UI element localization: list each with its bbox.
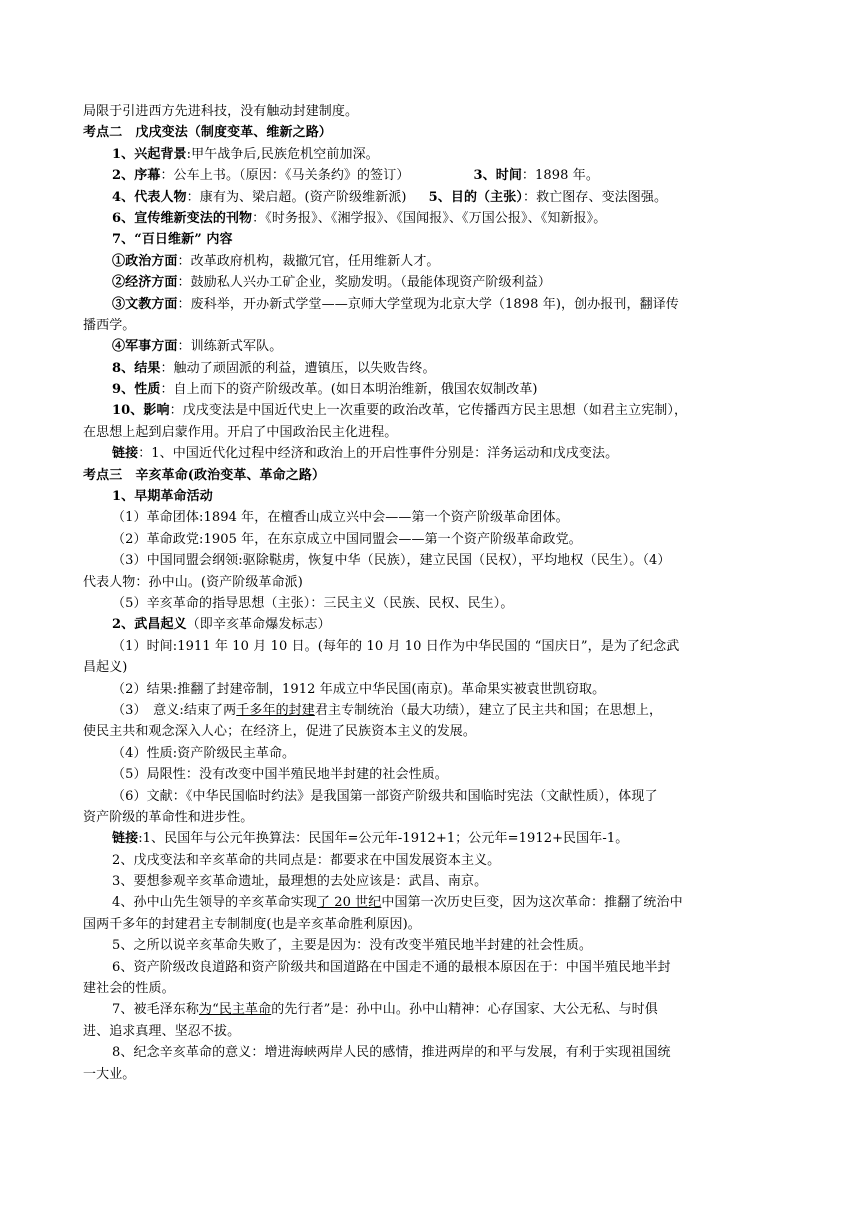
s3-w1-cont: 昌起义): [83, 660, 128, 676]
s2-prelude-time: 2、序幕：公车上书。（原因：《马关条约》的签订） 3、时间：1898 年。: [112, 168, 599, 184]
s2-figures-goal: 4、代表人物：康有为、梁启超。(资产阶级维新派) 5、目的（主张）：救亡图存、变法图强。: [112, 189, 668, 205]
s3-early-heading: 1、早期革命活动: [112, 489, 213, 505]
s2-publications: 6、宣传维新变法的刊物：《时务报》、《湘学报》、《国闻报》、《万国公报》、《知新报》。: [112, 210, 607, 226]
s3-w2: （2）结果:推翻了封建帝制，1912 年成立中华民国(南京)。革命果实被袁世凯窃取。: [112, 681, 606, 697]
s2-military: ④军事方面：训练新式军队。: [112, 339, 283, 355]
s3-w3: （3） 意义:结束了两千多年的封建君主专制统治（最大功绩），建立了民主共和国；在思想上，: [112, 702, 663, 718]
s2-influence-cont: 在思想上起到启蒙作用。开启了中国政治民主化进程。: [83, 424, 398, 440]
s3-l7: 7、被毛泽东称为“民主革命的先行者”是：孙中山。孙中山精神：心存国家、大公无私、与时俱: [112, 1002, 658, 1018]
s3-w6-cont: 资产阶级的革命性和进步性。: [83, 809, 254, 825]
s3-link: 链接:1、民国年与公元年换算法：民国年=公元年-1912+1；公元年=1912+民国年-1。: [112, 831, 629, 847]
s2-culture-cont: 播西学。: [83, 317, 136, 333]
s3-l8-cont: 一大业。: [83, 1066, 136, 1082]
section3-heading: 考点三 辛亥革命(政治变革、革命之路）: [83, 467, 326, 483]
document-page: [83, 101, 773, 1085]
s3-w3-cont: 使民主共和观念深入人心；在经济上，促进了民族资本主义的发展。: [83, 724, 477, 740]
s3-e2: （2）革命政党:1905 年，在东京成立中国同盟会——第一个资产阶级革命政党。: [112, 531, 582, 547]
s3-w5: （5）局限性：没有改变中国半殖民地半封建的社会性质。: [112, 767, 448, 783]
s3-l6: 6、资产阶级改良道路和资产阶级共和国道路在中国走不通的最根本原因在于：中国半殖民地半封: [112, 959, 671, 975]
s3-e5: （5）辛亥革命的指导思想（主张）：三民主义（民族、民权、民生）。: [112, 595, 514, 611]
s3-w4: （4）性质:资产阶级民主革命。: [112, 745, 296, 761]
s3-w1: （1）时间:1911 年 10 月 10 日。(每年的 10 月 10 日作为中华民国的 “国庆日”，是为了纪念武: [112, 638, 680, 654]
s2-nature: 9、性质：自上而下的资产阶级改革。(如日本明治维新，俄国农奴制改革): [112, 382, 538, 398]
s3-e1: （1）革命团体:1894 年，在檀香山成立兴中会——第一个资产阶级革命团体。: [112, 510, 569, 526]
s3-e3: （3）中国同盟会纲领:驱除鞑虏，恢复中华（民族），建立民国（民权），平均地权（民生）。（4）: [112, 553, 671, 569]
s3-l2: 2、戊戌变法和辛亥革命的共同点是：都要求在中国发展资本主义。: [112, 852, 501, 868]
s3-w6: （6）文献：《中华民国临时约法》是我国第一部资产阶级共和国临时宪法（文献性质），体现了: [112, 788, 658, 804]
intro-line: 局限于引进西方先进科技，没有触动封建制度。: [83, 104, 359, 119]
s3-l7-cont: 进、追求真理、坚忍不拔。: [83, 1023, 241, 1039]
s3-l4: 4、孙中山先生领导的辛亥革命实现了 20 世纪中国第一次历史巨变，因为这次革命：推翻了统治中: [112, 895, 683, 911]
s2-influence: 10、影响：戊戌变法是中国近代史上一次重要的政治改革，它传播西方民主思想（如君主立宪制），: [112, 403, 688, 419]
s3-wuchang-heading: 2、武昌起义（即辛亥革命爆发标志）: [112, 617, 331, 633]
s3-e3-cont: 代表人物：孙中山。(资产阶级革命派): [83, 574, 303, 590]
s2-culture: ③文教方面：废科举，开办新式学堂——京师大学堂现为北京大学（1898 年)，创办报刊，翻译传: [112, 296, 679, 312]
s2-background: 1、兴起背景:甲午战争后,民族危机空前加深。: [112, 146, 379, 162]
s3-l4-cont: 国两千多年的封建君主专制制度(也是辛亥革命胜利原因)。: [83, 916, 421, 932]
s3-l6-cont: 建社会的性质。: [83, 981, 175, 997]
s2-economy: ②经济方面：鼓励私人兴办工矿企业，奖励发明。（最能体现资产阶级利益）: [112, 275, 551, 291]
s2-link: 链接：1、中国近代化过程中经济和政治上的开启性事件分别是：洋务运动和戊戌变法。: [112, 446, 619, 462]
s2-politics: ①政治方面：改革政府机构，裁撤冗官，任用维新人才。: [112, 253, 440, 269]
s3-l5: 5、之所以说辛亥革命失败了，主要是因为：没有改变半殖民地半封建的社会性质。: [112, 938, 592, 954]
s2-result: 8、结果：触动了顽固派的利益，遭镇压，以失败告终。: [112, 360, 436, 376]
s2-hundred-days-heading: 7、“百日维新” 内容: [112, 232, 233, 248]
s3-l3: 3、要想参观辛亥革命遗址，最理想的去处应该是：武昌、南京。: [112, 874, 488, 890]
section2-heading: 考点二 戊戌变法（制度变革、维新之路）: [83, 125, 332, 141]
s3-l8: 8、纪念辛亥革命的意义：增进海峡两岸人民的感情，推进两岸的和平与发展，有利于实现祖国统: [112, 1045, 671, 1061]
